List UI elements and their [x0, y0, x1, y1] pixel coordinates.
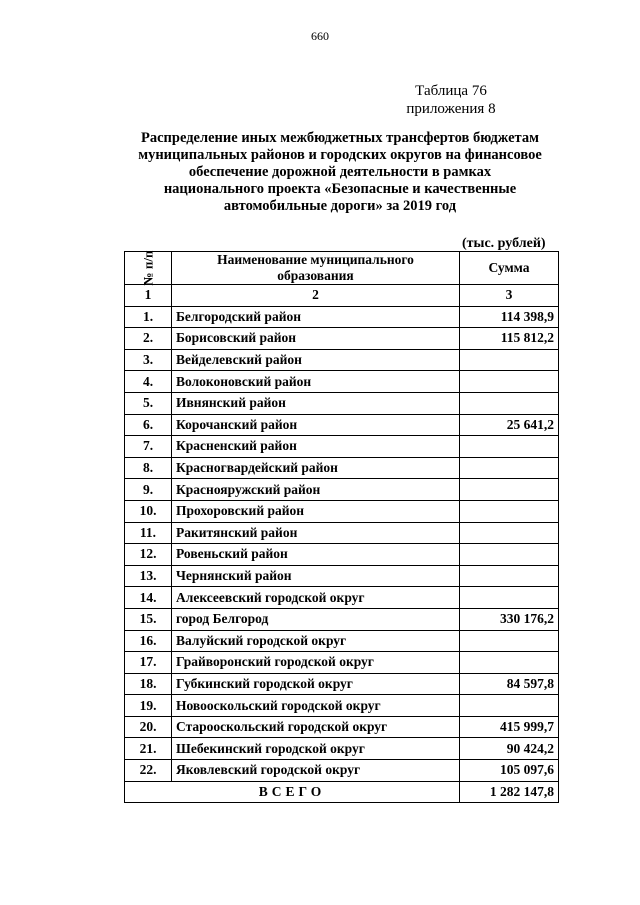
table-row — [125, 306, 559, 328]
row-number: 10. — [125, 500, 172, 522]
header-name — [172, 252, 460, 285]
row-sum — [460, 652, 559, 674]
row-sum — [460, 457, 559, 479]
row-name: Ровеньский район — [172, 544, 460, 566]
total-row — [125, 781, 559, 803]
row-number: 4. — [125, 371, 172, 393]
table-row — [125, 738, 559, 760]
row-name: Старооскольский городской округ — [172, 716, 460, 738]
row-number: 16. — [125, 630, 172, 652]
row-name: Прохоровский район — [172, 500, 460, 522]
row-number: 13. — [125, 565, 172, 587]
table-row — [125, 328, 559, 350]
header-num — [125, 252, 172, 285]
row-name: Алексеевский городской округ — [172, 587, 460, 609]
row-number: 14. — [125, 587, 172, 609]
row-name: Яковлевский городской округ — [172, 760, 460, 782]
header-row — [125, 252, 559, 285]
row-number: 19. — [125, 695, 172, 717]
title-line-5: автомобильные дороги» за 2019 год — [223, 198, 457, 214]
table-row — [125, 371, 559, 393]
row-number: 17. — [125, 652, 172, 674]
row-name: Шебекинский городской округ — [172, 738, 460, 760]
row-name: Корочанский район — [172, 414, 460, 436]
table-row — [125, 479, 559, 501]
row-number: 15. — [125, 608, 172, 630]
table-ref-line-1: Таблица 76 — [415, 83, 487, 99]
title-line-4: национального проекта «Безопасные и качественные — [163, 181, 517, 197]
row-name: Валуйский городской округ — [172, 630, 460, 652]
total-sum: 1 282 147,8 — [460, 781, 559, 803]
row-name: город Белгород — [172, 608, 460, 630]
header-name-line-1: Наименование муниципального — [217, 252, 414, 267]
table-row — [125, 522, 559, 544]
row-sum: 84 597,8 — [460, 673, 559, 695]
table-row — [125, 500, 559, 522]
table-row — [125, 436, 559, 458]
table-reference — [396, 82, 506, 118]
row-name: Вейделевский район — [172, 349, 460, 371]
header-name-line-2: образования — [277, 268, 354, 283]
row-sum — [460, 392, 559, 414]
row-sum — [460, 479, 559, 501]
row-name: Борисовский район — [172, 328, 460, 350]
row-sum — [460, 587, 559, 609]
row-name: Грайворонский городской округ — [172, 652, 460, 674]
row-number: 2. — [125, 328, 172, 350]
table-row — [125, 695, 559, 717]
title-line-2: муниципальных районов и городских округов на финансовое — [138, 147, 542, 163]
row-sum: 330 176,2 — [460, 608, 559, 630]
row-name: Белгородский район — [172, 306, 460, 328]
table-row — [125, 457, 559, 479]
row-number: 7. — [125, 436, 172, 458]
row-sum: 115 812,2 — [460, 328, 559, 350]
row-number: 3. — [125, 349, 172, 371]
row-name: Губкинский городской округ — [172, 673, 460, 695]
row-number: 21. — [125, 738, 172, 760]
row-name: Краснояружский район — [172, 479, 460, 501]
table-row — [125, 565, 559, 587]
row-sum: 415 999,7 — [460, 716, 559, 738]
header-num-label: № п/п — [140, 250, 155, 286]
row-sum — [460, 565, 559, 587]
row-sum — [460, 544, 559, 566]
row-sum — [460, 500, 559, 522]
row-sum: 90 424,2 — [460, 738, 559, 760]
table-row — [125, 349, 559, 371]
row-sum — [460, 436, 559, 458]
transfers-table — [124, 251, 559, 803]
row-sum: 114 398,9 — [460, 306, 559, 328]
table-row — [125, 630, 559, 652]
row-number: 5. — [125, 392, 172, 414]
row-name: Волоконовский район — [172, 371, 460, 393]
column-index-row — [125, 285, 559, 307]
column-index-1: 1 — [125, 285, 172, 307]
table-row — [125, 673, 559, 695]
table-row — [125, 716, 559, 738]
table-row — [125, 414, 559, 436]
row-name: Чернянский район — [172, 565, 460, 587]
table-row — [125, 544, 559, 566]
row-name: Красненский район — [172, 436, 460, 458]
row-number: 6. — [125, 414, 172, 436]
row-name: Красногвардейский район — [172, 457, 460, 479]
title-line-3: обеспечение дорожной деятельности в рамках — [188, 164, 492, 180]
row-sum: 105 097,6 — [460, 760, 559, 782]
table-row — [125, 608, 559, 630]
row-number: 22. — [125, 760, 172, 782]
table-body — [125, 306, 559, 803]
total-label: ВСЕГО — [125, 781, 460, 803]
row-number: 12. — [125, 544, 172, 566]
row-name: Ракитянский район — [172, 522, 460, 544]
header-sum: Сумма — [460, 252, 559, 285]
row-number: 8. — [125, 457, 172, 479]
row-name: Ивнянский район — [172, 392, 460, 414]
row-name: Новооскольский городской округ — [172, 695, 460, 717]
row-sum — [460, 695, 559, 717]
row-sum — [460, 522, 559, 544]
row-number: 1. — [125, 306, 172, 328]
column-index-3: 3 — [460, 285, 559, 307]
row-number: 18. — [125, 673, 172, 695]
row-number: 11. — [125, 522, 172, 544]
row-number: 9. — [125, 479, 172, 501]
row-sum — [460, 349, 559, 371]
column-index-2: 2 — [172, 285, 460, 307]
row-sum: 25 641,2 — [460, 414, 559, 436]
table-row — [125, 760, 559, 782]
units-label: (тыс. рублей) — [462, 236, 546, 251]
document-title — [120, 130, 560, 215]
table-row — [125, 652, 559, 674]
table-row — [125, 392, 559, 414]
table-row — [125, 587, 559, 609]
table-ref-line-2: приложения 8 — [406, 101, 496, 117]
row-sum — [460, 371, 559, 393]
page-number: 660 — [311, 29, 329, 43]
title-line-1: Распределение иных межбюджетных трансфертов бюджетам — [141, 130, 539, 146]
row-number: 20. — [125, 716, 172, 738]
row-sum — [460, 630, 559, 652]
